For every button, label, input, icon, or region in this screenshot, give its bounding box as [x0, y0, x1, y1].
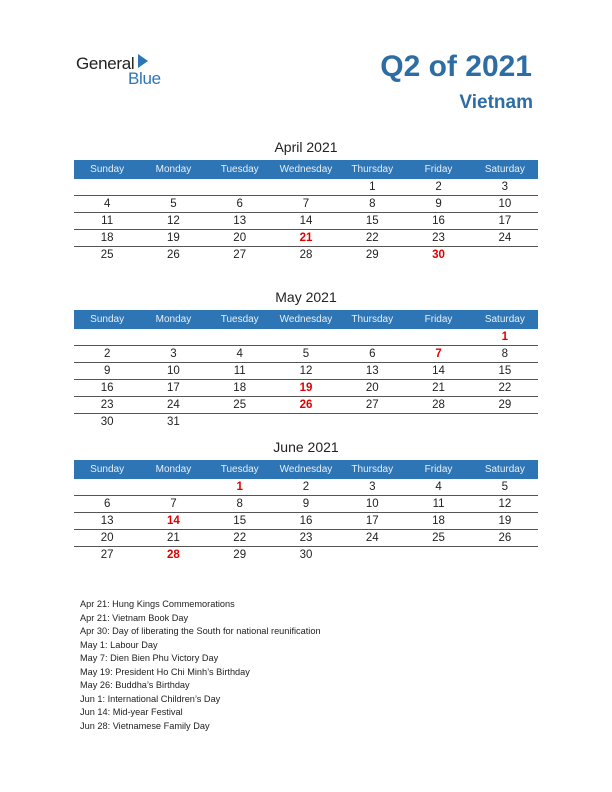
week-row [74, 496, 538, 513]
logo-text-general: General [76, 54, 135, 73]
weekday-header: Tuesday [207, 160, 273, 179]
weekday-header: Sunday [74, 460, 140, 479]
weekday-header: Saturday [472, 460, 538, 479]
day-cell: 22 [472, 380, 538, 397]
day-cell: 2 [405, 179, 471, 196]
week-row [74, 414, 538, 431]
day-cell: 24 [472, 230, 538, 247]
week-row [74, 247, 538, 264]
week-row [74, 346, 538, 363]
week-row [74, 513, 538, 530]
empty-day-cell [207, 179, 273, 196]
day-cell: 15 [207, 513, 273, 530]
day-cell: 30 [100, 416, 114, 428]
day-cell: 23 [74, 397, 140, 414]
holiday-day-cell: 7 [405, 346, 471, 363]
day-cell: 26 [167, 249, 180, 261]
day-cell: 6 [207, 196, 273, 213]
weekday-header: Wednesday [273, 460, 339, 479]
day-cell: 27 [339, 397, 405, 414]
day-cell: 8 [339, 196, 405, 213]
holiday-day-cell: 1 [207, 479, 273, 496]
day-cell: 29 [472, 397, 538, 414]
day-cell: 25 [207, 397, 273, 414]
empty-day-cell [74, 329, 140, 346]
day-cell: 10 [472, 196, 538, 213]
empty-day-cell [140, 179, 206, 196]
logo [76, 52, 186, 92]
weekday-header: Monday [140, 160, 206, 179]
calendar-june [74, 438, 538, 563]
holiday-list [80, 598, 321, 733]
holiday-note: Jun 1: International Children’s Day [80, 693, 221, 704]
empty-day-cell [140, 329, 206, 346]
weekday-header: Thursday [339, 310, 405, 329]
calendar-april [74, 138, 538, 263]
day-cell: 25 [405, 530, 471, 547]
weekday-header-row [74, 460, 538, 479]
weekday-header: Saturday [472, 310, 538, 329]
country-name: Vietnam [459, 92, 533, 113]
day-cell: 5 [472, 479, 538, 496]
empty-day-cell [273, 179, 339, 196]
day-cell: 14 [405, 363, 471, 380]
day-cell: 24 [339, 530, 405, 547]
day-cell: 7 [140, 496, 206, 513]
day-cell: 24 [140, 397, 206, 414]
day-cell: 23 [405, 230, 471, 247]
calendar-grid [74, 160, 538, 263]
day-cell: 20 [207, 230, 273, 247]
week-row [74, 363, 538, 380]
month-title: May 2021 [275, 289, 337, 305]
day-cell: 23 [273, 530, 339, 547]
day-cell: 5 [140, 196, 206, 213]
day-cell: 15 [339, 213, 405, 230]
week-row [74, 329, 538, 346]
week-row [74, 179, 538, 196]
empty-day-cell [472, 247, 538, 264]
holiday-note: Jun 14: Mid-year Festival [80, 707, 183, 717]
day-cell: 4 [74, 196, 140, 213]
day-cell: 13 [74, 513, 140, 530]
day-cell: 22 [207, 530, 273, 547]
week-row [74, 547, 538, 564]
weekday-header: Thursday [339, 160, 405, 179]
holiday-note: May 26: Buddha’s Birthday [80, 680, 190, 690]
empty-day-cell [207, 329, 273, 346]
empty-day-cell [405, 547, 471, 564]
empty-day-cell [339, 414, 405, 431]
empty-day-cell [273, 414, 339, 431]
day-cell: 16 [273, 513, 339, 530]
day-cell: 2 [74, 346, 140, 363]
week-row [74, 196, 538, 213]
holiday-day-cell: 19 [273, 380, 339, 397]
week-row [74, 213, 538, 230]
day-cell: 19 [140, 230, 206, 247]
day-cell: 11 [74, 213, 140, 230]
calendar-may [74, 288, 538, 430]
day-cell: 14 [273, 213, 339, 230]
day-cell: 30 [299, 549, 313, 561]
day-cell: 17 [472, 213, 538, 230]
day-cell: 8 [472, 346, 538, 363]
day-cell: 9 [273, 496, 339, 513]
weekday-header: Friday [405, 310, 471, 329]
day-cell: 12 [472, 496, 538, 513]
holiday-day-cell: 1 [472, 329, 538, 346]
holiday-day-cell: 21 [273, 230, 339, 247]
weekday-header: Friday [405, 460, 471, 479]
day-cell: 29 [233, 549, 247, 561]
weekday-header: Saturday [472, 160, 538, 179]
week-row [74, 397, 538, 414]
day-cell: 10 [140, 363, 206, 380]
day-cell: 22 [339, 230, 405, 247]
day-cell: 18 [405, 513, 471, 530]
empty-day-cell [405, 414, 471, 431]
holiday-day-cell: 30 [432, 249, 445, 261]
logo-text-blue: Blue [128, 69, 161, 88]
day-cell: 16 [74, 380, 140, 397]
day-cell: 21 [140, 530, 206, 547]
holiday-day-cell: 28 [167, 549, 180, 561]
day-cell: 17 [339, 513, 405, 530]
day-cell: 18 [74, 230, 140, 247]
day-cell: 17 [140, 380, 206, 397]
day-cell: 4 [405, 479, 471, 496]
weekday-header: Sunday [74, 310, 140, 329]
weekday-header: Friday [405, 160, 471, 179]
month-title: June 2021 [273, 439, 339, 455]
week-row [74, 230, 538, 247]
day-cell: 13 [339, 363, 405, 380]
day-cell: 7 [273, 196, 339, 213]
day-cell: 20 [339, 380, 405, 397]
day-cell: 12 [140, 213, 206, 230]
day-cell: 21 [405, 380, 471, 397]
weekday-header: Thursday [339, 460, 405, 479]
weekday-header: Monday [140, 310, 206, 329]
day-cell: 28 [405, 397, 471, 414]
day-cell: 9 [74, 363, 140, 380]
holiday-note: May 19: President Ho Chi Minh’s Birthday [80, 666, 250, 677]
holiday-note: Apr 21: Hung Kings Commemorations [80, 599, 235, 609]
day-cell: 18 [207, 380, 273, 397]
calendar-grid [74, 310, 538, 430]
day-cell: 12 [273, 363, 339, 380]
weekday-header-row [74, 160, 538, 179]
day-cell: 10 [339, 496, 405, 513]
empty-day-cell [74, 479, 140, 496]
day-cell: 27 [100, 549, 114, 561]
weekday-header: Wednesday [273, 160, 339, 179]
day-cell: 31 [167, 416, 180, 428]
day-cell: 3 [339, 479, 405, 496]
day-cell: 11 [207, 363, 273, 380]
day-cell: 13 [207, 213, 273, 230]
day-cell: 6 [339, 346, 405, 363]
week-row [74, 380, 538, 397]
empty-day-cell [273, 329, 339, 346]
day-cell: 9 [405, 196, 471, 213]
day-cell: 3 [472, 179, 538, 196]
day-cell: 15 [472, 363, 538, 380]
day-cell: 27 [233, 249, 247, 261]
holiday-day-cell: 14 [140, 513, 206, 530]
day-cell: 19 [472, 513, 538, 530]
empty-day-cell [74, 179, 140, 196]
day-cell: 26 [472, 530, 538, 547]
day-cell: 20 [74, 530, 140, 547]
holiday-day-cell: 26 [273, 397, 339, 414]
day-cell: 11 [405, 496, 471, 513]
empty-day-cell [405, 329, 471, 346]
day-cell: 8 [207, 496, 273, 513]
day-cell: 25 [100, 249, 114, 261]
empty-day-cell [339, 547, 405, 564]
day-cell: 5 [273, 346, 339, 363]
holiday-note: Apr 30: Day of liberating the South for national reunification [80, 626, 321, 636]
holiday-note: Apr 21: Vietnam Book Day [80, 612, 189, 623]
weekday-header: Tuesday [207, 310, 273, 329]
day-cell: 4 [207, 346, 273, 363]
holiday-note: Jun 28: Vietnamese Family Day [80, 720, 210, 731]
empty-day-cell [207, 414, 273, 431]
calendar-grid [74, 460, 538, 563]
empty-day-cell [140, 479, 206, 496]
day-cell: 3 [140, 346, 206, 363]
weekday-header: Sunday [74, 160, 140, 179]
holiday-note: May 7: Dien Bien Phu Victory Day [80, 653, 219, 663]
day-cell: 1 [339, 179, 405, 196]
week-row [74, 530, 538, 547]
empty-day-cell [339, 329, 405, 346]
day-cell: 2 [273, 479, 339, 496]
weekday-header: Monday [140, 460, 206, 479]
day-cell: 29 [365, 249, 379, 261]
page-title: Q2 of 2021 [380, 50, 532, 83]
weekday-header: Tuesday [207, 460, 273, 479]
day-cell: 6 [74, 496, 140, 513]
empty-day-cell [472, 414, 538, 431]
empty-day-cell [472, 547, 538, 564]
week-row [74, 479, 538, 496]
month-title: April 2021 [274, 139, 338, 155]
holiday-note: May 1: Labour Day [80, 639, 158, 650]
logo-flag-icon [138, 54, 148, 68]
weekday-header-row [74, 310, 538, 329]
weekday-header: Wednesday [273, 310, 339, 329]
day-cell: 16 [405, 213, 471, 230]
day-cell: 28 [299, 249, 313, 261]
